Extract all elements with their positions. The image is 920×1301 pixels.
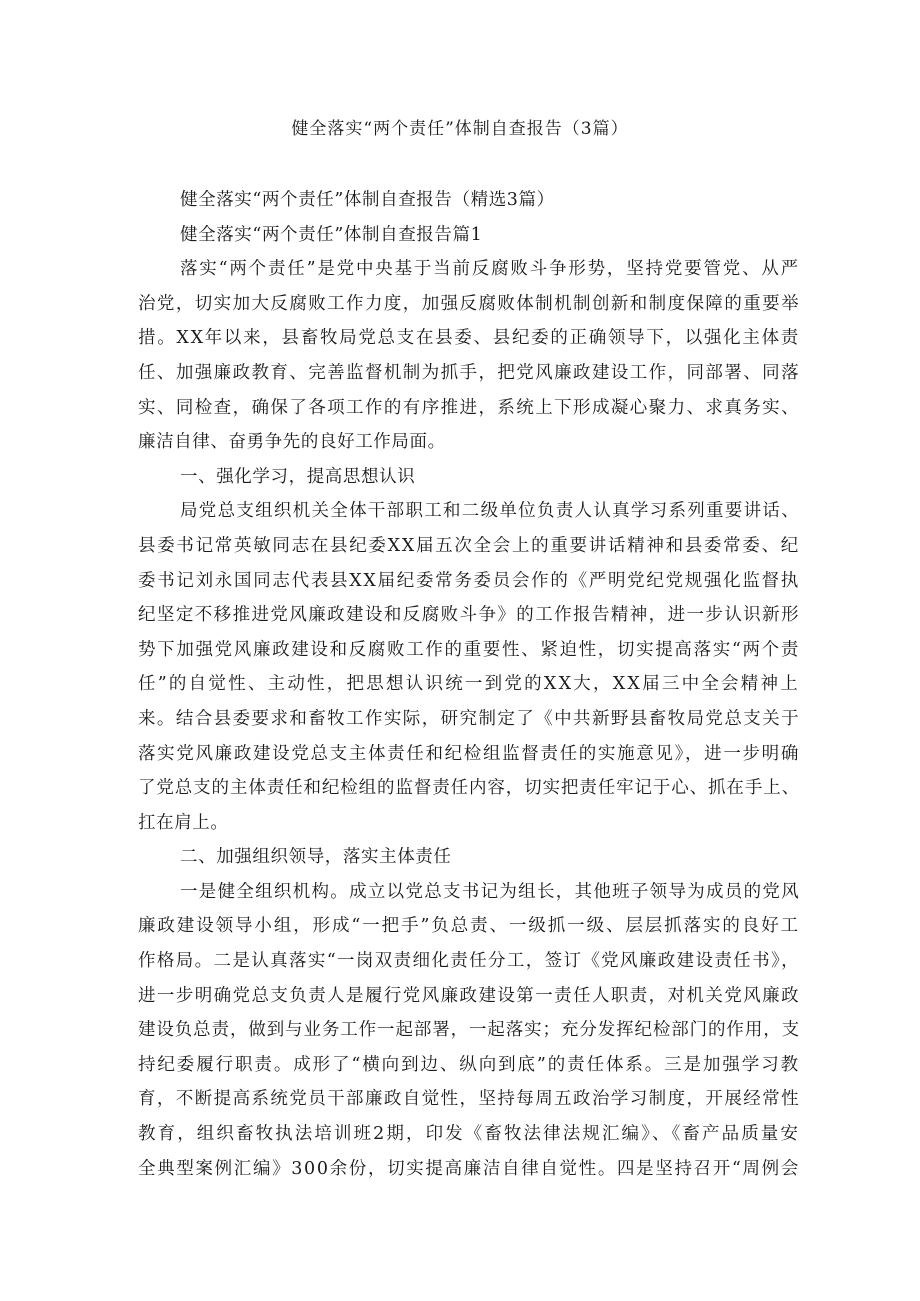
text-line: 扛在肩上。 [138,812,229,833]
text-line: 廉政建设领导小组，形成“一把手”负总责、一级抓一级、层层抓落实的良好工 [138,916,800,937]
text-line: 落实党风廉政建设党总支主体责任和纪检组监督责任的实施意见》，进一步明确 [138,743,800,764]
text-line: 一是健全组织机构。成立以党总支书记为组长，其他班子领导为成员的党风 [180,881,800,902]
text-line: 实、同检查，确保了各项工作的有序推进，系统上下形成凝心聚力、求真务实、 [138,397,800,418]
text-line: 来。结合县委要求和畜牧工作实际，研究制定了《中共新野县畜牧局党总支关于 [138,708,800,729]
text-line: 县委书记常英敏同志在县纪委XX届五次全会上的重要讲话精神和县委常委、纪 [138,535,800,556]
text-line: 落实“两个责任”是党中央基于当前反腐败斗争形势，坚持党要管党、从严 [180,259,800,280]
text-line: 了党总支的主体责任和纪检组的监督责任内容，切实把责任牢记于心、抓在手上、 [138,778,800,799]
text-line: 进一步明确党总支负责人是履行党风廉政建设第一责任人职责，对机关党风廉政 [138,985,800,1006]
text-line: 措。XX年以来，县畜牧局党总支在县委、县纪委的正确领导下，以强化主体责 [138,328,800,349]
document-title: 健全落实“两个责任”体制自查报告（3篇） [291,119,629,139]
text-line: 治党，切实加大反腐败工作力度，加强反腐败体制机制创新和制度保障的重要举 [138,293,800,314]
text-line: 全典型案例汇编》300余份，切实提高廉洁自律自觉性。四是坚持召开“周例会 [138,1158,800,1179]
text-line: 健全落实“两个责任”体制自查报告（精选3篇） [180,190,555,210]
text-line: 纪坚定不移推进党风廉政建设和反腐败斗争》的工作报告精神，进一步认识新形 [138,605,800,626]
text-line: 一、强化学习，提高思想认识 [180,466,416,487]
text-line: 势下加强党风廉政建设和反腐败工作的重要性、紧迫性，切实提高落实“两个责 [138,639,800,660]
text-line: 健全落实“两个责任”体制自查报告篇1 [180,224,483,245]
text-line: 二、加强组织领导，落实主体责任 [180,847,452,868]
text-line: 任、加强廉政教育、完善监督机制为抓手，把党风廉政建设工作，同部署、同落 [138,362,800,383]
text-line: 作格局。二是认真落实“一岗双责细化责任分工，签订《党风廉政建设责任书》， [138,951,800,972]
text-line: 任”的自觉性、主动性，把思想认识统一到党的XX大，XX届三中全会精神上 [138,674,800,695]
text-line: 建设负总责，做到与业务工作一起部署，一起落实；充分发挥纪检部门的作用，支 [138,1020,800,1041]
text-line: 育，不断提高系统党员干部廉政自觉性，坚持每周五政治学习制度，开展经常性 [138,1089,800,1110]
text-line: 廉洁自律、奋勇争先的良好工作局面。 [138,432,446,453]
text-line: 委书记刘永国同志代表县XX届纪委常务委员会作的《严明党纪党规强化监督执 [138,570,800,591]
text-line: 局党总支组织机关全体干部职工和二级单位负责人认真学习系列重要讲话、 [180,501,800,522]
document-body [138,183,800,1186]
text-line: 教育，组织畜牧执法培训班2期，印发《畜牧法律法规汇编》、《畜产品质量安 [138,1124,800,1145]
text-line: 持纪委履行职责。成形了“横向到边、纵向到底”的责任体系。三是加强学习教 [138,1054,800,1075]
